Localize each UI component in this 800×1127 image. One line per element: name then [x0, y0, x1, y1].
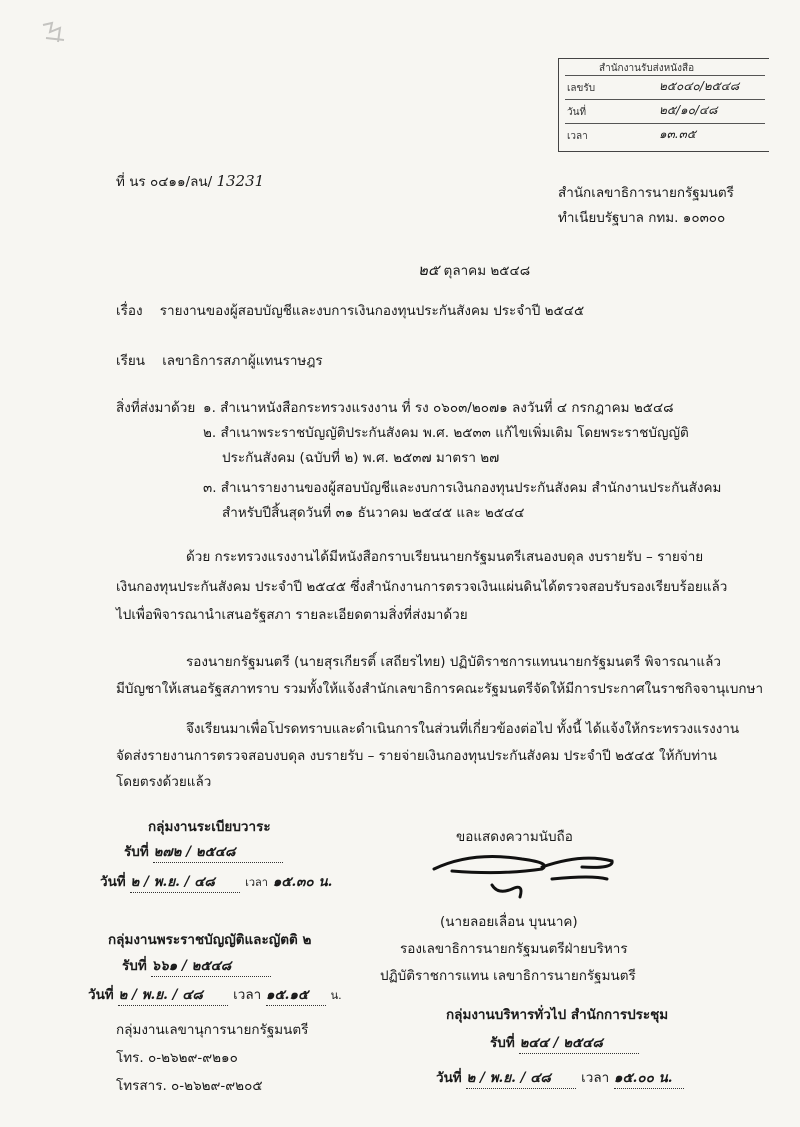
- agenda-receive-label: รับที่: [124, 844, 149, 860]
- receive-stamp-label-no: เลขรับ: [567, 83, 596, 94]
- enclosure-item-2-cont: ประกันสังคม (ฉบับที่ ๒) พ.ศ. ๒๕๓๗ มาตรา ๒๗: [222, 450, 500, 466]
- agenda-stamp-title: กลุ่มงานระเบียบวาระ: [148, 819, 271, 835]
- signature-image: [432, 845, 622, 905]
- act-date-label: วันที่: [88, 987, 114, 1003]
- agenda-date-value: ๒ / พ.ย. / ๔๘: [130, 870, 240, 893]
- body-p1-line3: ไปเพื่อพิจารณานำเสนอรัฐสภา รายละเอียดตามสิ่งที่ส่งมาด้วย: [116, 607, 468, 623]
- act-date-value: ๒ / พ.ย. / ๔๘: [118, 983, 228, 1006]
- meeting-receive-value: ๒๔๔ / ๒๕๔๘: [519, 1031, 639, 1054]
- enclosure-item-3: ๓. สำเนารายงานของผู้สอบบัญชีและงบการเงินกองทุนประกันสังคม สำนักงานประกันสังคม: [203, 480, 722, 496]
- contact-office: กลุ่มงานเลขานุการนายกรัฐมนตรี: [116, 1022, 309, 1038]
- receive-stamp-label-date: วันที่: [567, 107, 587, 118]
- agenda-time-value: ๑๕.๓๐ น.: [272, 874, 333, 890]
- receive-stamp: [558, 58, 769, 152]
- meeting-stamp-receive: [490, 1031, 639, 1054]
- receive-stamp-no: ๒๕๐๔๐/๒๕๔๘: [659, 79, 740, 93]
- agenda-stamp-date: [100, 870, 332, 893]
- act-stamp-date: [88, 983, 342, 1006]
- act-time-unit: น.: [330, 989, 342, 1002]
- act-receive-label: รับที่: [122, 958, 147, 974]
- closing: ขอแสดงความนับถือ: [456, 829, 573, 845]
- act-stamp-title: กลุ่มงานพระราชบัญญัติและญัตติ ๒: [108, 932, 312, 948]
- agenda-time-label: เวลา: [245, 876, 268, 889]
- contact-fax: โทรสาร. ๐-๒๖๒๙-๙๒๐๕: [116, 1078, 263, 1094]
- contact-tel: โทร. ๐-๒๖๒๙-๙๒๑๐: [116, 1050, 238, 1066]
- enclosure-item-1: ๑. สำเนาหนังสือกระทรวงแรงงาน ที่ รง ๐๖๐๓/๒๐๗๑ ลงวันที่ ๔ กรกฎาคม ๒๕๔๘: [203, 400, 674, 416]
- receive-stamp-date: ๒๕/๑๐/๔๘: [659, 103, 718, 117]
- date-text: ตุลาคม ๒๕๔๘: [443, 263, 531, 279]
- meeting-stamp-title: กลุ่มงานบริหารทั่วไป สำนักการประชุม: [446, 1007, 669, 1023]
- meeting-time-value: ๑๕.๐๐ น.: [614, 1066, 684, 1089]
- sender-line2: ทำเนียบรัฐบาล กทม. ๑๐๓๐๐: [558, 210, 726, 226]
- corner-scribble-icon: [40, 20, 70, 46]
- signatory-name: (นายลอยเลื่อน บุนนาค): [440, 914, 578, 930]
- meeting-receive-label: รับที่: [490, 1035, 515, 1051]
- letter-date: [418, 258, 530, 282]
- sender-line1: สำนักเลขาธิการนายกรัฐมนตรี: [558, 185, 734, 201]
- agenda-date-label: วันที่: [100, 874, 126, 890]
- signatory-title2: ปฏิบัติราชการแทน เลขาธิการนายกรัฐมนตรี: [380, 968, 636, 984]
- act-time-label: เวลา: [233, 987, 262, 1003]
- body-p3-line3: โดยตรงด้วยแล้ว: [116, 774, 212, 790]
- meeting-date-label: วันที่: [436, 1070, 462, 1086]
- act-time-value: ๑๕.๑๕: [266, 983, 326, 1006]
- enclosure-item-3-cont: สำหรับปีสิ้นสุดวันที่ ๓๑ ธันวาคม ๒๕๔๕ และ ๒๕๔๔: [222, 505, 525, 521]
- enclosure-item-2: ๒. สำเนาพระราชบัญญัติประกันสังคม พ.ศ. ๒๕๓๓ แก้ไขเพิ่มเติม โดยพระราชบัญญัติ: [203, 425, 689, 441]
- subject-text: รายงานของผู้สอบบัญชีและงบการเงินกองทุนประกันสังคม ประจำปี ๒๕๔๕: [159, 303, 585, 319]
- reference-handwritten: 13231: [216, 172, 265, 190]
- body-p2-line1: รองนายกรัฐมนตรี (นายสุรเกียรติ์ เสถียรไทย) ปฏิบัติราชการแทนนายกรัฐมนตรี พิจารณาแล้ว: [186, 654, 721, 670]
- recipient-label: เรียน: [116, 353, 146, 369]
- date-day: ๒๕: [418, 261, 440, 279]
- reference-prefix: ที่ นร ๐๔๑๑/ลน/: [116, 174, 213, 190]
- meeting-date-value: ๒ / พ.ย. / ๔๘: [466, 1066, 576, 1089]
- receive-stamp-title: สำนักงานรับส่งหนังสือ: [599, 63, 695, 74]
- receive-stamp-label-time: เวลา: [567, 131, 588, 142]
- meeting-stamp-date: [436, 1066, 684, 1089]
- reference-number: [116, 170, 264, 192]
- body-p3-line1: จึงเรียนมาเพื่อโปรดทราบและดำเนินการในส่วนที่เกี่ยวข้องต่อไป ทั้งนี้ ได้แจ้งให้กระทรวงแรงงาน: [186, 721, 740, 737]
- body-p1-line1: ด้วย กระทรวงแรงงานได้มีหนังสือกราบเรียนนายกรัฐมนตรีเสนองบดุล งบรายรับ – รายจ่าย: [186, 549, 704, 565]
- recipient: [116, 349, 323, 371]
- body-p2-line2: มีบัญชาให้เสนอรัฐสภาทราบ รวมทั้งให้แจ้งสำนักเลขาธิการคณะรัฐมนตรีจัดให้มีการประกาศในราชกิจจานุเบกษา: [116, 681, 764, 697]
- enclosures-label: สิ่งที่ส่งมาด้วย: [116, 400, 196, 416]
- recipient-text: เลขาธิการสภาผู้แทนราษฎร: [162, 353, 323, 369]
- body-p1-line2: เงินกองทุนประกันสังคม ประจำปี ๒๕๔๕ ซึ่งสำนักงานการตรวจเงินแผ่นดินได้ตรวจสอบรับรองเรียบร้อยแล้ว: [116, 579, 728, 595]
- subject-label: เรื่อง: [116, 303, 143, 319]
- subject: [116, 299, 584, 321]
- body-p3-line2: จัดส่งรายงานการตรวจสอบงบดุล งบรายรับ – รายจ่ายเงินกองทุนประกันสังคม ประจำปี ๒๕๔๕ ให้กับท่าน: [116, 748, 717, 764]
- act-stamp-receive: [122, 954, 271, 977]
- agenda-stamp-receive: [124, 840, 283, 863]
- meeting-time-label: เวลา: [581, 1070, 610, 1086]
- signatory-title1: รองเลขาธิการนายกรัฐมนตรีฝ่ายบริหาร: [400, 941, 628, 957]
- agenda-receive-value: ๒๗๒ / ๒๕๔๘: [153, 840, 283, 863]
- act-receive-value: ๖๖๑ / ๒๕๔๘: [151, 954, 271, 977]
- receive-stamp-time: ๑๓.๓๕: [659, 127, 696, 141]
